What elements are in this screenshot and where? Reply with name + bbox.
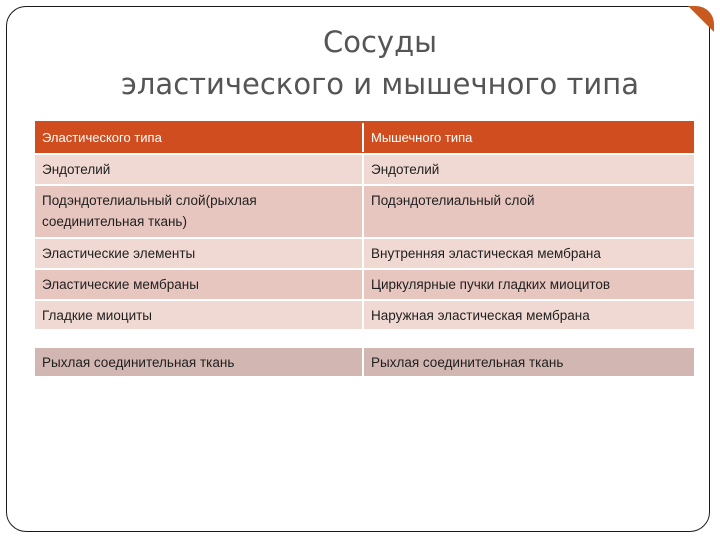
table-cell: Эндотелий bbox=[371, 162, 440, 177]
table-row bbox=[35, 348, 694, 376]
slide-title-line-1: Сосуды bbox=[322, 25, 438, 59]
table-cell: Эластические мембраны bbox=[35, 270, 364, 299]
table-header-row bbox=[35, 121, 694, 153]
comparison-table bbox=[35, 121, 694, 329]
table-row bbox=[35, 299, 694, 329]
header-cell-muscular: Мышечного типа bbox=[371, 129, 473, 145]
table-row bbox=[35, 268, 694, 299]
loose-tissue-table bbox=[35, 348, 694, 376]
table-row bbox=[35, 184, 694, 237]
table-cell: Рыхлая соединительная ткань bbox=[35, 348, 364, 377]
table-cell: Подэндотелиальный слой(рыхлая соединительная ткань) bbox=[35, 186, 364, 237]
corner-accent bbox=[688, 6, 714, 32]
table-cell: Циркулярные пучки гладких миоцитов bbox=[371, 277, 611, 292]
table-cell: Эндотелий bbox=[35, 155, 364, 184]
slide-title-line-2: эластического и мышечного типа bbox=[120, 67, 639, 101]
table-row bbox=[35, 237, 694, 268]
table-cell: Эластические элементы bbox=[35, 239, 364, 268]
table-cell: Рыхлая соединительная ткань bbox=[371, 354, 564, 370]
table-cell: Гладкие миоциты bbox=[35, 301, 364, 329]
table-cell: Наружная эластическая мембрана bbox=[371, 308, 590, 323]
table-row bbox=[35, 153, 694, 184]
header-cell-elastic: Эластического типа bbox=[35, 123, 364, 152]
table-cell: Внутренняя эластическая мембрана bbox=[371, 246, 601, 261]
table-cell: Подэндотелиальный слой bbox=[371, 193, 535, 208]
